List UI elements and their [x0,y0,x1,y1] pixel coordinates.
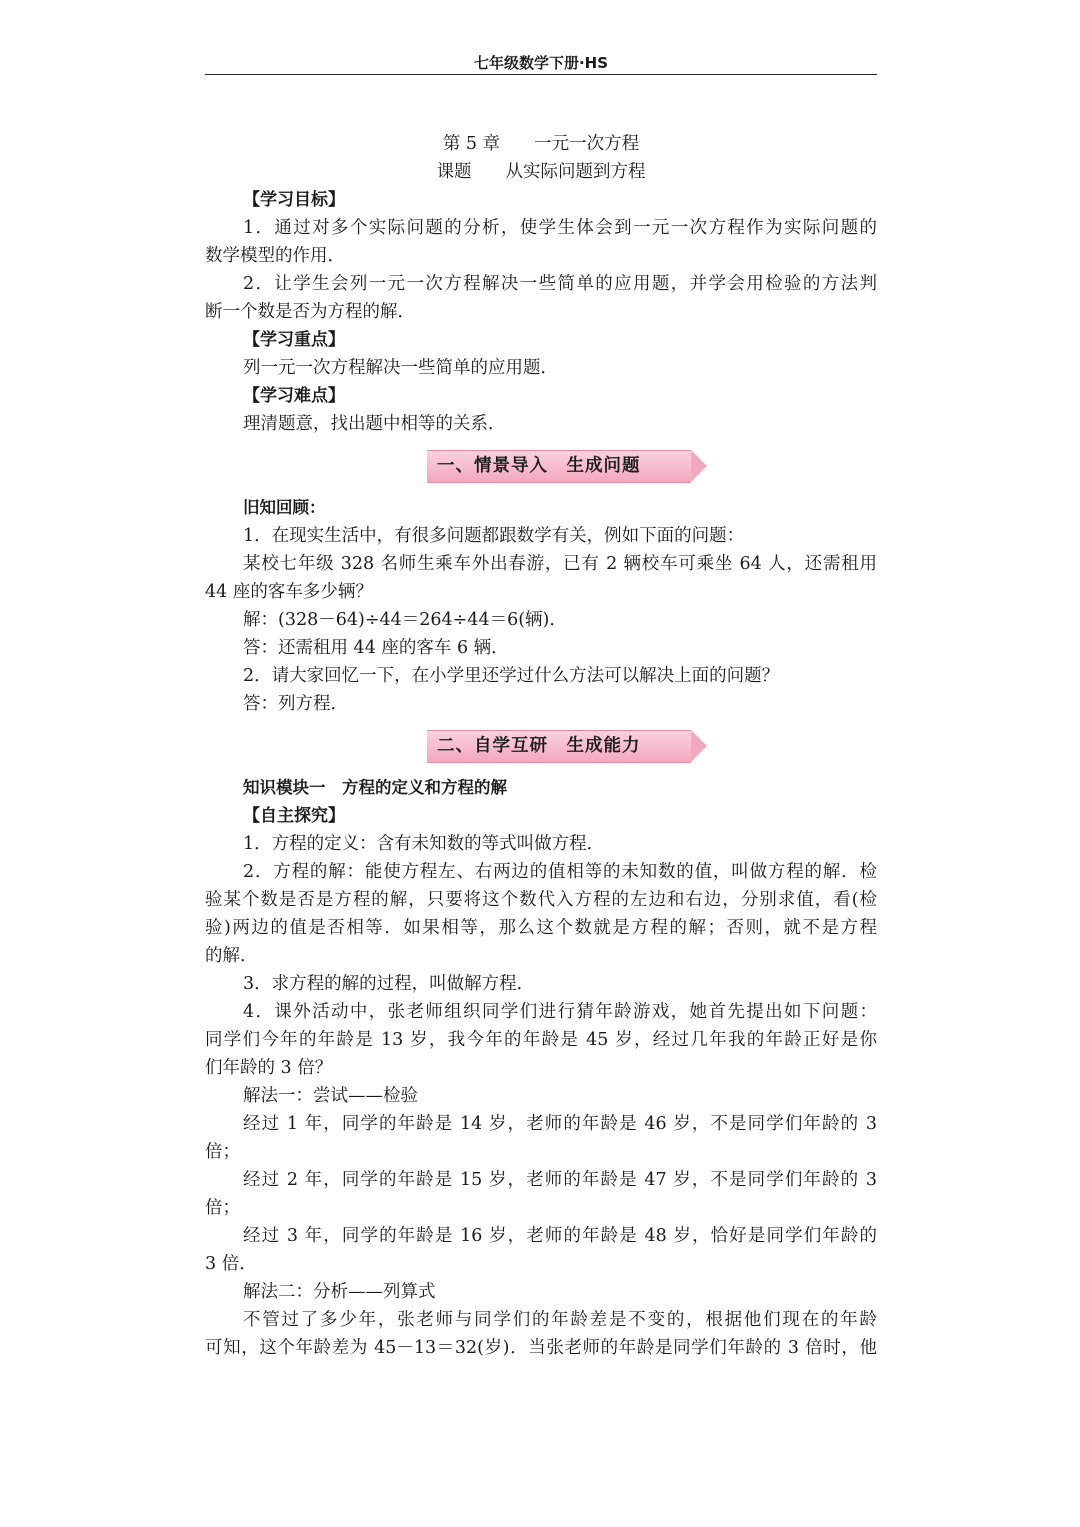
section2-line: 4．课外活动中，张老师组织同学们进行猜年龄游戏，她首先提出如下问题： [243,1002,877,1022]
section2-line: 经过 3 年，同学的年龄是 16 岁，老师的年龄是 48 岁，恰好是同学们年龄的 [243,1226,877,1246]
section2-line: 倍； [205,1142,240,1162]
section2-line: 可知，这个年龄差为 45－13＝32(岁)．当张老师的年龄是同学们年龄的 3 倍时，他 [205,1338,877,1358]
section2-line: 不管过了多少年，张老师与同学们的年龄差是不变的，根据他们现在的年龄 [243,1310,877,1330]
section1-line: 解：(328－64)÷44＝264÷44＝6(辆)． [243,610,567,630]
section2-line: 同学们今年的年龄是 13 岁，我今年的年龄是 45 岁，经过几年我的年龄正好是你 [205,1030,877,1050]
key-text: 列一元一次方程解决一些简单的应用题． [243,358,558,378]
section2-line: 经过 1 年，同学的年龄是 14 岁，老师的年龄是 46 岁，不是同学们年龄的 3 [243,1114,877,1134]
goals-line: 2．让学生会列一元一次方程解决一些简单的应用题，并学会用检验的方法判 [243,274,877,294]
review-label: 旧知回顾： [243,498,326,517]
banner-arrow-icon [691,730,707,762]
chapter-number: 第 5 章 [442,134,501,154]
difficulty-label: 【学习难点】 [243,386,345,406]
header-rule [205,74,877,75]
section2-line: 的解． [205,946,258,966]
section2-line: 解法一：尝试——检验 [243,1086,418,1106]
section-banner-label: 二、自学互研 生成能力 [427,730,691,763]
goals-line: 1．通过对多个实际问题的分析，使学生体会到一元一次方程作为实际问题的 [243,218,877,238]
section2-line: 验)两边的值是否相等．如果相等，那么这个数就是方程的解；否则，就不是方程 [205,918,877,938]
section2-line: 3 倍． [205,1254,257,1274]
section1-line: 答：还需租用 44 座的客车 6 辆． [243,638,509,658]
explore-label: 【自主探究】 [243,806,345,826]
section-banner-2 [205,718,877,774]
difficulty-text: 理清题意，找出题中相等的关系． [243,414,506,434]
section2-line: 2．方程的解：能使方程左、右两边的值相等的未知数的值，叫做方程的解．检 [243,862,877,882]
section2-line: 们年龄的 3 倍？ [205,1058,333,1078]
section1-line: 某校七年级 328 名师生乘车外出春游，已有 2 辆校车可乘坐 64 人，还需租用 [243,554,877,574]
section2-line: 3．求方程的解的过程，叫做解方程． [243,974,535,994]
topic-name: 从实际问题到方程 [505,162,646,182]
chapter-name: 一元一次方程 [534,134,640,154]
section1-line: 2．请大家回忆一下，在小学里还学过什么方法可以解决上面的问题？ [243,666,780,686]
topic-title [205,158,877,186]
section2-line: 解法二：分析——列算式 [243,1282,436,1302]
module-label: 知识模块一 方程的定义和方程的解 [243,778,507,797]
goals-line: 数学模型的作用． [205,246,345,266]
banner-arrow-icon [691,450,707,482]
section2-line: 经过 2 年，同学的年龄是 15 岁，老师的年龄是 47 岁，不是同学们年龄的 3 [243,1170,877,1190]
section1-line: 1．在现实生活中，有很多问题都跟数学有关，例如下面的问题： [243,526,745,546]
key-label: 【学习重点】 [243,330,345,350]
goals-label: 【学习目标】 [243,190,345,210]
running-header: 七年级数学下册·HS [473,54,609,72]
goals-line: 断一个数是否为方程的解． [205,302,415,322]
section2-line: 倍； [205,1198,240,1218]
section-banner-label: 一、情景导入 生成问题 [427,450,691,483]
section-banner-1 [205,438,877,494]
section2-line: 验某个数是否是方程的解，只要将这个数代入方程的左边和右边，分别求值，看(检 [205,890,877,910]
section1-line: 答：列方程． [243,694,348,714]
page-content [205,130,877,1362]
chapter-title [205,130,877,158]
topic-label: 课题 [436,162,472,182]
section1-line: 44 座的客车多少辆？ [205,582,373,602]
section2-line: 1．方程的定义：含有未知数的等式叫做方程． [243,834,605,854]
